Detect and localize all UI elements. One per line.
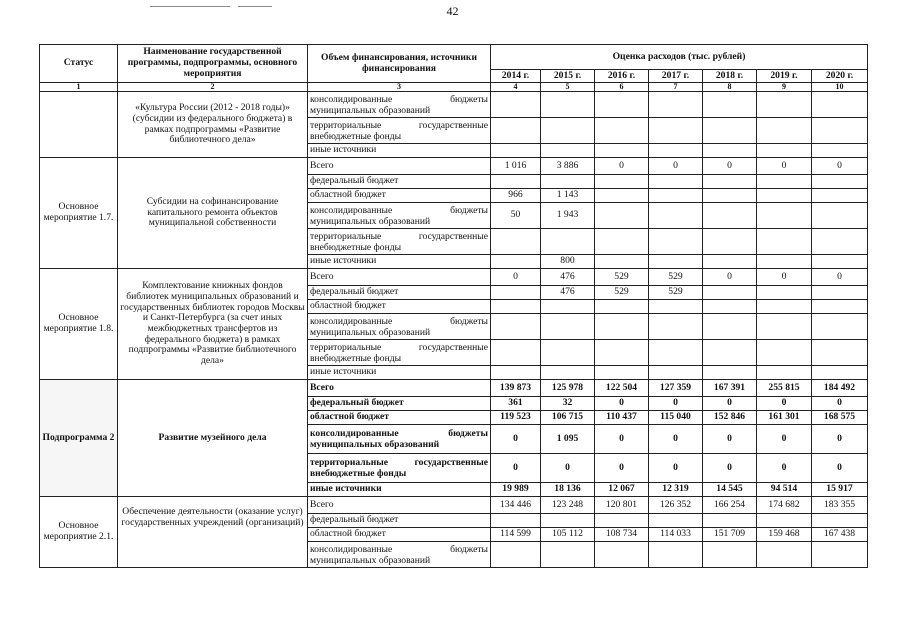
value-cell: 476	[541, 269, 595, 286]
source-label: муниципальных образований	[310, 439, 440, 450]
column-index: 2	[118, 83, 308, 92]
status-cell: Основное мероприятие 1.7.	[40, 158, 118, 269]
source-cell	[308, 314, 491, 340]
source-label: внебюджетные фонды	[310, 468, 407, 479]
value-cell: 3 886	[541, 158, 595, 175]
source-label: внебюджетные фонды	[310, 241, 402, 253]
value-cell: 0	[757, 425, 812, 454]
header-row	[40, 45, 868, 70]
source-label: территориальные государственные	[310, 230, 488, 242]
header-year: 2020 г.	[812, 70, 868, 83]
header-estimate: Оценка расходов (тыс. рублей)	[491, 45, 868, 70]
source-regional: областной бюджет	[308, 300, 491, 314]
value-cell: 0	[491, 454, 541, 483]
source-regional: областной бюджет	[308, 411, 491, 425]
value-cell: 108 734	[595, 528, 649, 542]
value-cell: 50	[491, 203, 541, 229]
header-year: 2019 г.	[757, 70, 812, 83]
value-cell: 105 112	[541, 528, 595, 542]
value-cell: 0	[757, 269, 812, 286]
source-cell	[308, 92, 491, 118]
column-index: 6	[595, 83, 649, 92]
header-financing: Объем финансирования, источники финансирования	[308, 45, 491, 83]
header-year: 2015 г.	[541, 70, 595, 83]
source-regional: областной бюджет	[308, 528, 491, 542]
value-cell: 139 873	[491, 380, 541, 397]
source-other: иные источники	[308, 255, 491, 269]
value-cell: 119 523	[491, 411, 541, 425]
value-cell: 0	[649, 158, 703, 175]
table-row	[40, 380, 868, 397]
value-cell: 0	[812, 158, 868, 175]
header-program-name: Наименование государственной программы, подпрограммы, основного мероприятия	[118, 45, 308, 83]
source-total: Всего	[308, 497, 491, 514]
value-cell: 0	[491, 425, 541, 454]
value-cell: 1 143	[541, 189, 595, 203]
value-cell: 151 709	[703, 528, 757, 542]
value-cell: 168 575	[812, 411, 868, 425]
value-cell: 0	[595, 397, 649, 411]
source-other: иные источники	[308, 144, 491, 158]
source-cell	[308, 229, 491, 255]
header-status: Статус	[40, 45, 118, 83]
value-cell: 0	[595, 158, 649, 175]
column-index: 8	[703, 83, 757, 92]
value-cell: 0	[703, 454, 757, 483]
source-federal: федеральный бюджет	[308, 175, 491, 189]
value-cell: 0	[703, 425, 757, 454]
value-cell: 361	[491, 397, 541, 411]
source-total: Всего	[308, 158, 491, 175]
value-cell: 0	[649, 425, 703, 454]
value-cell: 0	[595, 425, 649, 454]
value-cell: 166 254	[703, 497, 757, 514]
value-cell: 800	[541, 255, 595, 269]
value-cell: 167 438	[812, 528, 868, 542]
value-cell: 114 033	[649, 528, 703, 542]
value-cell: 476	[541, 286, 595, 300]
value-cell: 123 248	[541, 497, 595, 514]
value-cell: 125 978	[541, 380, 595, 397]
value-cell: 966	[491, 189, 541, 203]
value-cell: 1 016	[491, 158, 541, 175]
value-cell: 0	[812, 269, 868, 286]
source-cell	[308, 340, 491, 366]
value-cell: 134 446	[491, 497, 541, 514]
source-other: иные источники	[308, 366, 491, 380]
source-label: муниципальных образований	[310, 554, 431, 566]
table-row	[40, 158, 868, 175]
value-cell: 1 095	[541, 425, 595, 454]
value-cell: 0	[541, 454, 595, 483]
column-index: 3	[308, 83, 491, 92]
value-cell: 152 846	[703, 411, 757, 425]
column-index: 5	[541, 83, 595, 92]
value-cell: 12 319	[649, 483, 703, 497]
status-cell: Основное мероприятие 1.8.	[40, 269, 118, 380]
source-federal: федеральный бюджет	[308, 397, 491, 411]
source-label: территориальные государственные	[310, 341, 488, 353]
value-cell: 0	[757, 454, 812, 483]
value-cell: 94 514	[757, 483, 812, 497]
value-cell: 32	[541, 397, 595, 411]
value-cell: 19 989	[491, 483, 541, 497]
program-name-cell: Обеспечение деятельности (оказание услуг) государственных учреждений (организаций)	[118, 497, 308, 568]
source-label: муниципальных образований	[310, 215, 431, 227]
value-cell: 255 815	[757, 380, 812, 397]
value-cell: 106 715	[541, 411, 595, 425]
header-year: 2016 г.	[595, 70, 649, 83]
source-total: Всего	[308, 380, 491, 397]
source-label: территориальные государственные	[310, 457, 488, 468]
source-label: территориальные государственные	[310, 119, 488, 131]
header-year: 2018 г.	[703, 70, 757, 83]
source-other: иные источники	[308, 483, 491, 497]
value-cell: 167 391	[703, 380, 757, 397]
source-cell	[308, 203, 491, 229]
source-federal: федеральный бюджет	[308, 286, 491, 300]
value-cell: 529	[595, 286, 649, 300]
page-number: 42	[446, 4, 459, 18]
program-name-cell: Развитие музейного дела	[118, 380, 308, 497]
source-label: консолидированные бюджеты	[310, 428, 488, 439]
column-index: 7	[649, 83, 703, 92]
header-year: 2014 г.	[491, 70, 541, 83]
value-cell: 15 917	[812, 483, 868, 497]
value-cell: 1 943	[541, 203, 595, 229]
source-label: консолидированные бюджеты	[310, 315, 488, 327]
source-regional: областной бюджет	[308, 189, 491, 203]
table-row	[40, 497, 868, 514]
value-cell: 159 468	[757, 528, 812, 542]
value-cell: 0	[703, 158, 757, 175]
program-name-cell: Субсидии на софинансирование капитального ремонта объектов муниципальной собственности	[118, 158, 308, 269]
value-cell: 0	[812, 397, 868, 411]
program-name-cell: «Культура России (2012 - 2018 годы)» (субсидии из федерального бюджета) в рамках подпрограммы «Развитие библиотечного дела»	[118, 92, 308, 158]
status-cell: Основное мероприятие 2.1.	[40, 497, 118, 568]
status-cell: Подпрограмма 2	[40, 380, 118, 497]
source-cell	[308, 542, 491, 568]
column-index: 10	[812, 83, 868, 92]
value-cell: 12 067	[595, 483, 649, 497]
source-cell	[308, 118, 491, 144]
value-cell: 126 352	[649, 497, 703, 514]
budget-table	[39, 44, 868, 568]
source-total: Всего	[308, 269, 491, 286]
value-cell: 0	[491, 269, 541, 286]
value-cell: 0	[703, 269, 757, 286]
value-cell: 0	[595, 454, 649, 483]
column-index: 9	[757, 83, 812, 92]
table-row	[40, 92, 868, 118]
source-cell	[308, 454, 491, 483]
program-name-cell: Комплектование книжных фондов библиотек муниципальных образований и государственных библиотек городов Москвы и Санкт-Петербурга (за счет иных межбюджетных трансфертов из федерального бюджета) в рамках подпрограммы «Развитие библиотечного дела»	[118, 269, 308, 380]
source-label: консолидированные бюджеты	[310, 93, 488, 105]
value-cell: 0	[812, 454, 868, 483]
column-index: 1	[40, 83, 118, 92]
value-cell: 0	[649, 397, 703, 411]
value-cell: 0	[757, 158, 812, 175]
value-cell: 0	[757, 397, 812, 411]
value-cell: 174 682	[757, 497, 812, 514]
header-year: 2017 г.	[649, 70, 703, 83]
source-federal: федеральный бюджет	[308, 514, 491, 528]
value-cell: 184 492	[812, 380, 868, 397]
table-row	[40, 269, 868, 286]
source-label: внебюджетные фонды	[310, 352, 402, 364]
column-index: 4	[491, 83, 541, 92]
value-cell: 183 355	[812, 497, 868, 514]
value-cell: 161 301	[757, 411, 812, 425]
status-cell	[40, 92, 118, 158]
source-label: муниципальных образований	[310, 104, 431, 116]
value-cell: 0	[649, 454, 703, 483]
value-cell: 529	[595, 269, 649, 286]
column-index-row	[40, 83, 868, 92]
value-cell: 14 545	[703, 483, 757, 497]
value-cell: 110 437	[595, 411, 649, 425]
value-cell: 529	[649, 286, 703, 300]
value-cell: 120 801	[595, 497, 649, 514]
source-label: внебюджетные фонды	[310, 130, 402, 142]
value-cell: 122 504	[595, 380, 649, 397]
value-cell: 114 599	[491, 528, 541, 542]
value-cell: 0	[703, 397, 757, 411]
value-cell: 18 136	[541, 483, 595, 497]
source-cell	[308, 425, 491, 454]
value-cell: 127 359	[649, 380, 703, 397]
source-label: консолидированные бюджеты	[310, 543, 488, 555]
value-cell: 0	[812, 425, 868, 454]
source-label: консолидированные бюджеты	[310, 204, 488, 216]
value-cell: 529	[649, 269, 703, 286]
source-label: муниципальных образований	[310, 326, 431, 338]
value-cell: 115 040	[649, 411, 703, 425]
